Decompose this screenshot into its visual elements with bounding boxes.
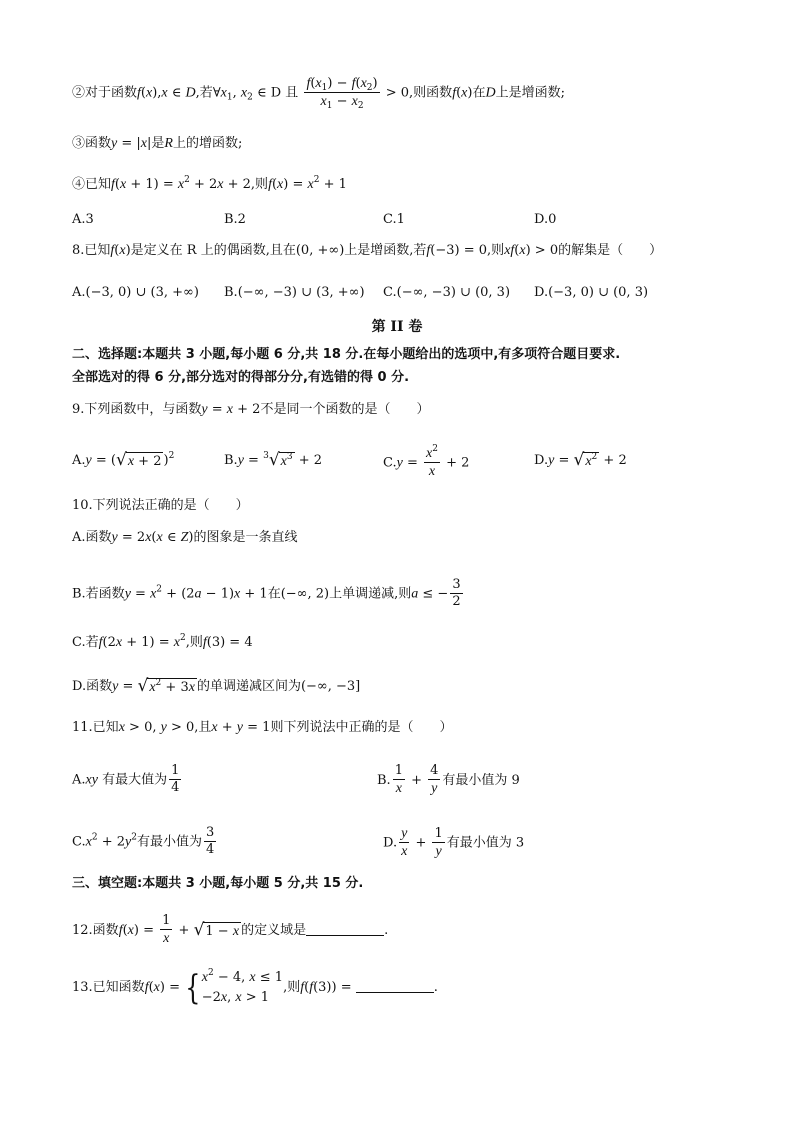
section2-heading-cont: 全部选对的得 6 分,部分选对的得部分分,有选错的得 0 分. <box>72 370 410 385</box>
q8-stem: 8.已知f(x)是定义在 R 上的偶函数,且在(0, +∞)上是增函数,若f(−3) = 0,则xf(x) > 0的解集是（ ） <box>72 243 663 258</box>
answer-blank[interactable] <box>356 980 434 993</box>
q10-option-a[interactable]: A.函数y = 2x(x ∈ Z)的图象是一条直线 <box>72 530 298 545</box>
q11-option-b[interactable]: B. $\frac{1}{x}$ + $\frac{4}{y}$ 有最小值为 9 <box>377 763 520 797</box>
q9-option-c[interactable]: C.y = $\frac{x^2}{x}$ + 2 <box>383 444 470 480</box>
q7-item4: ④已知$f(x + 1) = x^2 + 2x + 2$,则$f(x) = x^2 + 1$ <box>72 175 347 192</box>
q7-option-b[interactable]: B.2 <box>224 212 246 227</box>
q8-option-b[interactable]: B.(−∞, −3) ∪ (3, +∞) <box>224 285 365 300</box>
q10-option-c[interactable]: C.若$f(2x + 1) = x^2$,则f(3) = 4 <box>72 633 253 650</box>
q7-option-c[interactable]: C.1 <box>383 212 405 227</box>
q7-option-a[interactable]: A.3 <box>72 212 94 227</box>
q9-option-b[interactable]: B.y = $^3$ √ $x^3$ + 2 <box>224 450 323 470</box>
q7-item3: ③函数y = |x|是R上的增函数; <box>72 136 243 151</box>
q7-item2: ②对于函数f(x),x ∈ D,若$\forall x_1$, $x_2$ ∈ D 且 $\frac{f(x_1) - f(x_2)}{x_1 - x_2}$ > 0,则函数f(x)在D上是增函数; <box>72 76 565 112</box>
q7-option-d[interactable]: D.0 <box>534 212 557 227</box>
q11-option-c[interactable]: $C.x^2 + 2y^2$有最小值为 $\frac{3}{4}$ <box>72 825 215 858</box>
q9-option-d[interactable]: D.y = √ $x^2$ + 2 <box>534 450 627 470</box>
q9-option-a[interactable]: A.y = ( √ x + 2 )$^2$ <box>72 450 175 470</box>
q8-option-a[interactable]: A.(−3, 0) ∪ (3, +∞) <box>72 285 199 300</box>
section3-heading: 三、填空题:本题共 3 小题,每小题 5 分,共 15 分. <box>72 876 364 891</box>
section2-heading: 二、选择题:本题共 3 小题,每小题 6 分,共 18 分.在每小题给出的选项中,有多项符合题目要求. <box>72 347 621 362</box>
q11-option-a[interactable]: A.xy 有最大值为 $\frac{1}{4}$ <box>72 763 180 796</box>
q8-option-c[interactable]: C.(−∞, −3) ∪ (0, 3) <box>383 285 511 300</box>
answer-blank[interactable] <box>306 923 384 936</box>
q9-stem: 9.下列函数中，与函数y = x + 2不是同一个函数的是（ ） <box>72 402 430 417</box>
fraction: $\frac{f(x_1) - f(x_2)}{x_1 - x_2}$ <box>306 76 378 112</box>
q12-stem: 12.函数f(x) = $\frac{1}{x}$ + √ 1 − x 的定义域是 . <box>72 913 389 947</box>
q10-stem: 10.下列说法正确的是（ ） <box>72 498 249 513</box>
q11-option-d[interactable]: D. $\frac{y}{x}$ + $\frac{1}{y}$ 有最小值为 3 <box>383 825 525 860</box>
section2-title: 第 II 卷 <box>371 319 423 335</box>
q10-option-b[interactable]: B.若函数$y = x^2 + (2a - 1)x + 1$在(−∞, 2)上单调递减,则a ≤ − $\frac{3}{2}$ <box>72 577 461 610</box>
q10-option-d[interactable]: D.函数y = √ $x^2 + 3x$ 的单调递减区间为(−∞, −3] <box>72 676 361 696</box>
q8-option-d[interactable]: D.(−3, 0) ∪ (0, 3) <box>534 285 649 300</box>
q11-stem: 11.已知x > 0, y > 0,且x + y = 1则下列说法中正确的是（ ） <box>72 720 453 735</box>
q13-stem: 13.已知函数f(x) = { $x^2 - 4$, x ≤ 1 −2x, x > 1 ,则f(f(3)) = . <box>72 967 438 1008</box>
